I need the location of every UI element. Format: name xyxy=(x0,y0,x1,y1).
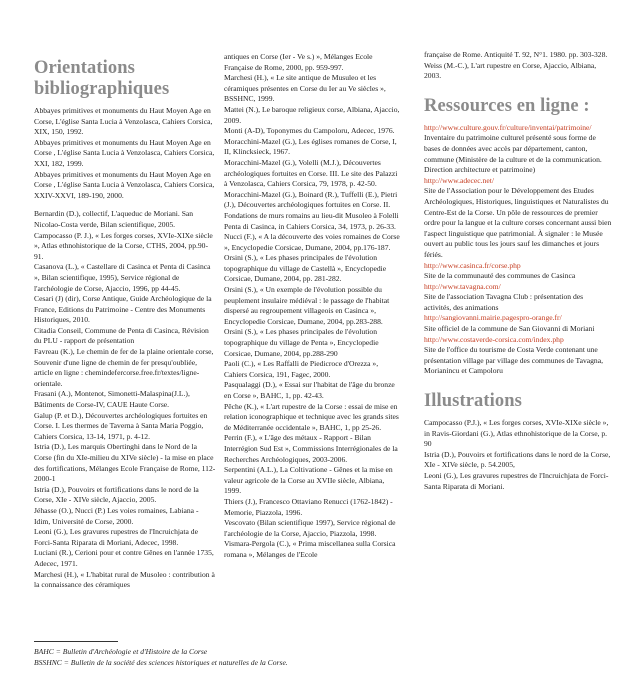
intro-line: Abbayes primitives et monuments du Haut Moyen Age en Corse , L'église Santa Lucia à Venzolasca, Cahiers Corsica, XXI, 182, 1999. xyxy=(34,137,215,168)
bibliography-entry: Casanova (L.), « Castellare di Casinca et Penta di Casinca », Bilan scientifique, 1995), Service régional de l'archéologie de Corse, Ajaccio, 1996, pp 44-45. xyxy=(34,262,211,293)
illustration-credit: Campocasso (P.J.), « Les forges corses, XVIe-XIXe siècle », in Ravis-Giordani (G.), Atlas ethnohistorique de la Corse, p. 90 xyxy=(424,418,609,449)
resource-description: Site de l'office du tourisme de Costa Verde contenant une présentation village par village des communes de Tavagna, Morianincu et Campoloru xyxy=(424,345,603,376)
resource-description: Inventaire du patrimoine culturel présenté sous forme de bases de données avec accès par département, canton, commune (Ministère de la culture et de la communication. Direction architecture et patrimoine) xyxy=(424,133,602,175)
bibliography-entry: Perrin (F.), « L'âge des métaux - Rapport - Bilan Interrégion Sud Est », Commissions Interrégionales de la Recherches Archéologiques, 2003-2006. xyxy=(224,433,398,464)
resources-heading: Ressources en ligne : xyxy=(424,95,590,116)
resource-link[interactable]: http://www.adecec.net/ xyxy=(424,175,494,185)
bibliography-entry: Istria (D.), Pouvoirs et fortifications dans le nord de la Corse, XIe - XIVe siècle, Ajaccio, 2005. xyxy=(34,484,199,505)
bibliography-entry: Monti (A-D), Toponymes du Campoloru, Adecec, 1976. xyxy=(224,126,395,136)
bibliography-entry: Thiers (J.), Francesco Ottaviano Renucci (1762-1842) - Memorie, Piazzola, 1996. xyxy=(224,496,393,517)
resource-link[interactable]: http://www.tavagna.com/ xyxy=(424,281,501,291)
column-2 xyxy=(224,52,402,561)
bibliography-entry: Favreau (K.), Le chemin de fer de la plaine orientale corse, Souvenir d'une ligne de chemin de fer presqu'oubliée, article en ligne : chemindefercorse.free.fr/textes/ligne-orientale. xyxy=(34,347,214,388)
illustration-credit: Leoni (G.), Les gravures rupestres de l'Incruichjata de Forci-Santa Riparata di Moriani. xyxy=(424,471,609,491)
footnote: BAHC = Bulletin d'Archéologie et d'Histoire de la Corse xyxy=(34,647,208,656)
bibliography-entry: Marchesi (H.), « Le site antique de Musuleo et les céramiques présentes en Corse du Ier au Ve siècles », BSSHNC, 1999. xyxy=(224,73,386,104)
bibliography-entry: Vismara-Pergola (C.), « Prima miscellanea sulla Corsica romana », Mélanges de l'Ecole xyxy=(224,539,396,559)
column-3 xyxy=(424,50,612,492)
bibliography-entry: Jéhasse (O.), Nucci (P.) Les voies romaines, Labiana - Idim, Université de Corse, 2000. xyxy=(34,505,199,526)
bibliography-entry: Orsini (S.), « Les phases principales de l'évolution topographique du village de Penta », Encyclopedie Corsicae, Dumane, 2004, pp.288-290 xyxy=(224,327,379,358)
bibliography-entry: antiques en Corse (Ier - Ve s.) », Mélanges Ecole Française de Rome, 2000, pp. 959-997. xyxy=(224,52,373,72)
footnote-divider xyxy=(34,641,118,642)
resource-description: Site officiel de la commune de San Giovanni di Moriani xyxy=(424,324,595,334)
bibliography-entry: Leoni (G.), Les gravures rupestres de l'Incruichjata de Forci-Santa Riparata di Moriani, Adecec, 1998. xyxy=(34,527,198,547)
bibliography-entry: Paoli (C.), « Les Raffalli de Piedicroce d'Orezza », Cahiers Corsica, 191, Fagec, 2000. xyxy=(224,359,379,379)
resource-description: Site de la communauté des communes de Casinca xyxy=(424,271,576,281)
orientations-heading: Orientations bibliographiques xyxy=(34,58,170,99)
resource-link[interactable]: http://www.costaverde-corsica.com/index.php xyxy=(424,334,564,344)
bibliography-entry: Nucci (F.), « A la découverte des voies romaines de Corse », Encyclopedie Corsicae, Dumane, 2004, pp.176-187. xyxy=(224,232,400,252)
bibliography-entry: Mattei (N.), Le baroque religieux corse, Albiana, Ajaccio, 2009. xyxy=(224,104,400,125)
bibliography-entry: Cesari (J) (dir), Corse Antique, Guide Archéologique de la France, Editions du Patrimoine - Centre des Monuments Historiques, 2010. xyxy=(34,294,212,325)
bibliography-entry: Campocasso (P. J.), « Les forges corses, XVIe-XIXe siècle », Atlas ethnohistorique de la Corse, CTHS, 2004, pp.90-91. xyxy=(34,230,213,261)
resource-link[interactable]: http://www.culture.gouv.fr/culture/inventai/patrimoine/ xyxy=(424,122,592,132)
bibliography-entry: Galup (P. et D.), Découvertes archéologiques fortuites en Corse. I. Les thermes de Taverna à Santa Maria Poggio, Cahiers Corsica, 13-14, 1971, p. 4-12. xyxy=(34,410,208,441)
bibliography-entry: Istria (D.), Les marquis Obertinghi dans le Nord de la Corse (fin du XIe-milieu du XIVe siècle) - la mise en place des fortifications, Mélanges Ecole Française de Rome, 112-2000-1 xyxy=(34,442,216,484)
footnotes xyxy=(34,646,594,668)
bibliography-entry: Moracchini-Mazel (G.), Volelli (M.J.), Découvertes archéologiques fortuites en Corse. III. Le site des Palazzi à Venzolasca, Cahiers Corsica, 79, 1978, p. 42-50. xyxy=(224,157,398,189)
bibliography-entry: Moracchini-Mazel (G.), Boinard (R.), Tuffelli (E.), Pietri (J.), Découvertes archéologiques fortuites en Corse. II. Fondations de murs romains au lieu-dit Musoleo à Folelli Penta di Casinca, in Cahiers Corsica, 34, 1973, p. 26-33. xyxy=(224,189,399,231)
bibliography-entry: Weiss (M.-C.), L'art rupestre en Corse, Ajaccio, Albiana, 2003. xyxy=(424,60,597,81)
bibliography-entry: Serpentini (A.L.), La Coltivatione - Gênes et la mise en valeur agricole de la Corse au XVIIe siècle, Albiana, 1999. xyxy=(224,465,393,496)
bibliography-entry: Pasqualaggi (D.), « Essai sur l'habitat de l'âge du bronze en Corse », BAHC, 1, pp. 42-43. xyxy=(224,380,395,400)
bibliography-entry: Pêche (K.), « L'art rupestre de la Corse : essai de mise en relation iconographique et technique avec les grands sites de Méditerranée occidentale », BAHC, 1, pp 25-26. xyxy=(224,401,399,432)
illustrations-heading: Illustrations xyxy=(424,391,522,412)
bibliography-entry: Moracchini-Mazel (G.), Les églises romanes de Corse, I, II, Klincksieck, 1967. xyxy=(224,136,397,157)
bibliography-entry: Marchesi (H.), « L'habitat rural de Musoleo : contribution à la connaissance des céramiques xyxy=(34,569,215,590)
bibliography-entry: Orsini (S.), « Un exemple de l'évolution possible du peuplement insulaire médiéval : le passage de l'habitat dispersé au regroupement villageois en Casinca », Encyclopedie Corsicae, Dumane, 2004, pp.283-288. xyxy=(224,285,390,326)
footnote: BSSHNC = Bulletin de la société des sciences historiques et naturelles de la Corse. xyxy=(34,658,288,667)
bibliography-entry: Vescovato (Bilan scientifique 1997), Service régional de l'archéologie de la Corse, Ajaccio, Piazzola, 1998. xyxy=(224,518,396,538)
intro-line: Abbayes primitives et monuments du Haut Moyen Age en Corse, L'église Santa Lucia à Venzolasca, Cahiers Corsica, XIX, 150, 1992. xyxy=(34,106,213,137)
resource-link[interactable]: http://sangiovanni.mairie.pagespro-orange.fr/ xyxy=(424,313,562,323)
intro-line: Abbayes primitives et monuments du Haut Moyen Age en Corse , L'église Santa Lucia à Venzolasca, Cahiers Corsica, XXIV-XXVI, 189-190, 2000. xyxy=(34,169,215,200)
bibliography-entry: Bernardin (D.), collectif, L'aqueduc de Moriani. San Nicolao-Costa verde, Bilan scientifique, 2005. xyxy=(34,209,194,229)
bibliography-entry: française de Rome. Antiquité T. 92, N°1. 1980. pp. 303-328. xyxy=(424,50,608,59)
resource-description: Site de l'Association pour le Développement des Etudes Archéologiques, Historiques, linguistiques et Naturalistes du Centre-Est de la Corse. Un pôle de ressources de premier ordre pour la langue et la culture corses concernant aussi bien l'aspect linguistique que patrimonial. À signaler : le Musée ouvert au public tous les jours sauf les dimanches et jours fériés. xyxy=(424,186,612,259)
bibliography-entry: Orsini (S.), « Les phases principales de l'évolution topographique du village de Castellà », Encyclopedie Corsicae, Dumane, 2004, pp. 281-282. xyxy=(224,253,387,284)
resource-link[interactable]: http://www.casinca.fr/corse.php xyxy=(424,260,521,270)
resource-description: Site de l'association Tavagna Club : présentation des activités, des animations xyxy=(424,292,584,312)
column-1 xyxy=(34,58,216,591)
bibliography-entry: Frasani (A.), Montenot, Simonetti-Malaspina(J.L.), Bâtiments de Corse-IV, CAUE Haute Corse. xyxy=(34,389,190,410)
illustration-credit: Istria (D.), Pouvoirs et fortifications dans le nord de la Corse, XIe - XIVe siècle, p. 54.2005, xyxy=(424,449,611,470)
bibliography-entry: Citadia Conseil, Commune de Penta di Casinca, Révision du PLU - rapport de présentation xyxy=(34,325,209,346)
bibliography-entry: Luciani (R.), Cerioni pour et contre Gênes en l'année 1735, Adecec, 1971. xyxy=(34,548,214,568)
